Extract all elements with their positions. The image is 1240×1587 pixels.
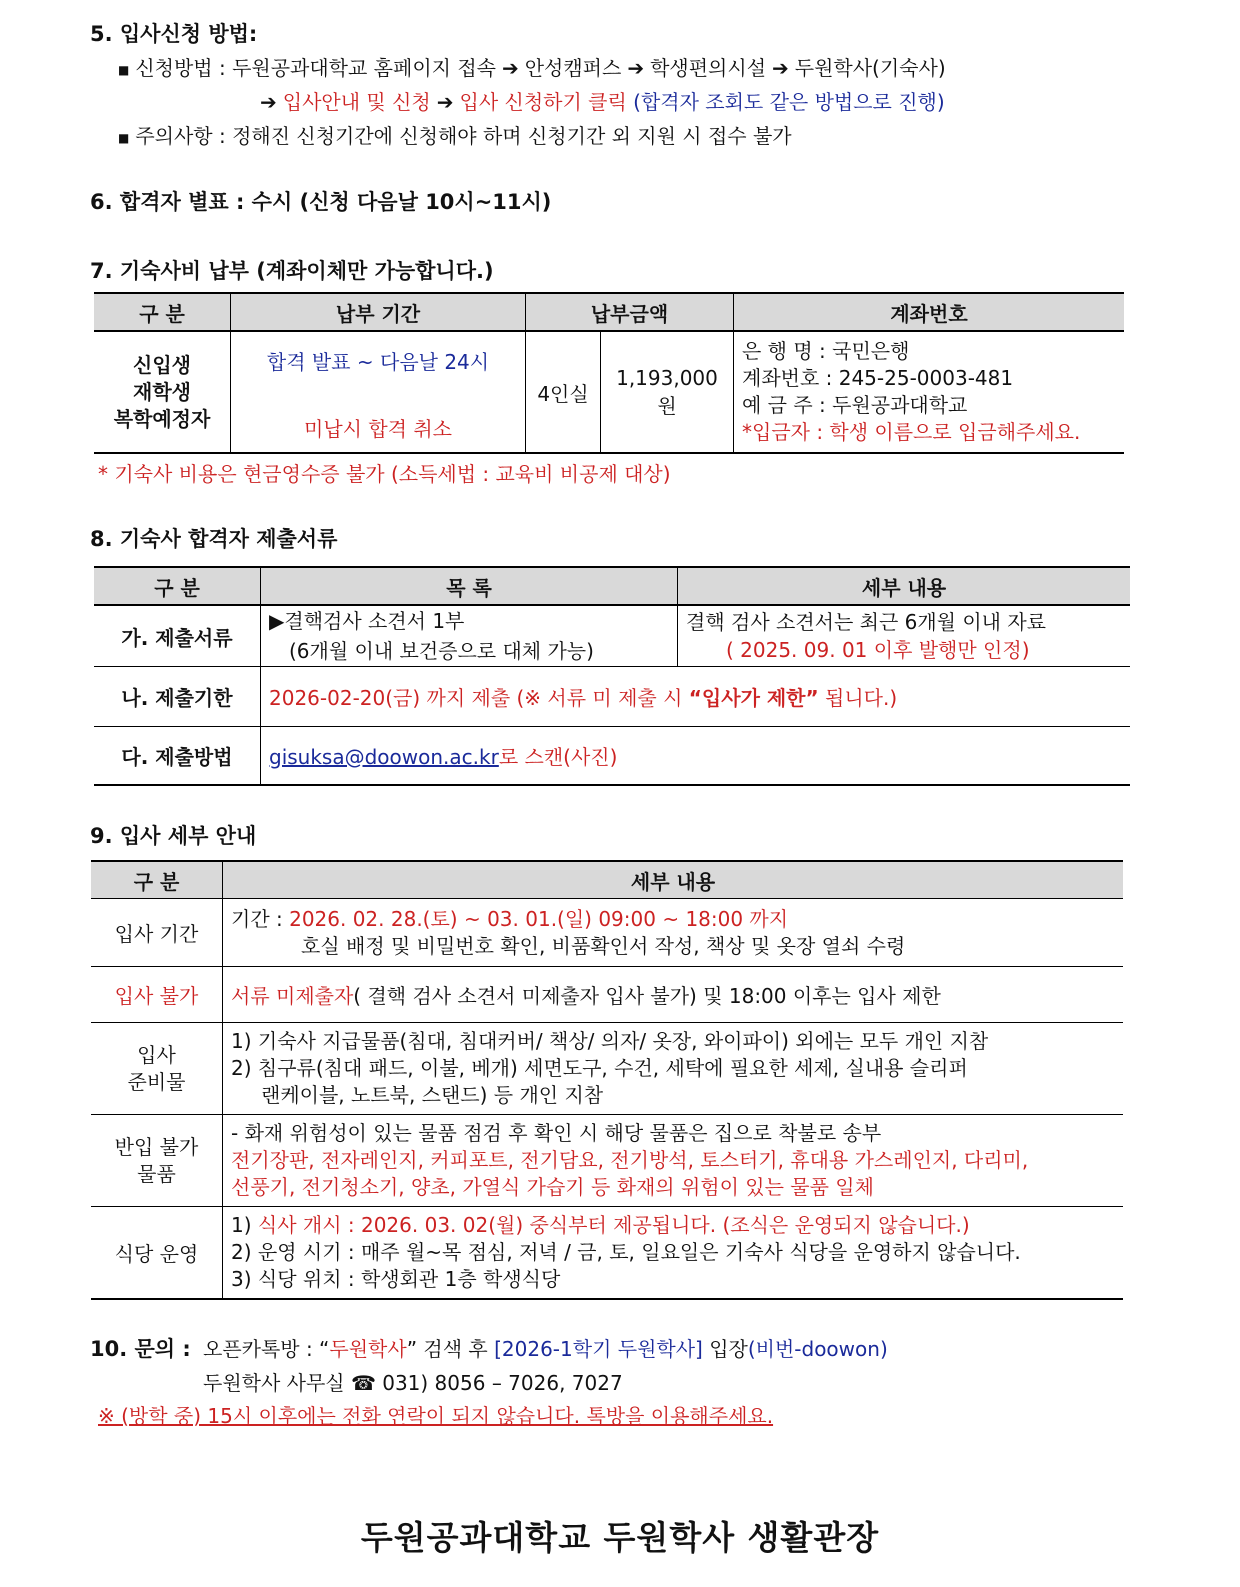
doc-col-category: 구 분 [94,567,261,605]
step-note: (합격자 조회도 같은 방법으로 진행) [633,90,945,114]
doc-col-detail: 세부 내용 [678,567,1131,605]
admission-table [91,860,1123,1300]
adm-r3-detail: 1) 기숙사 지급물품(침대, 침대커버/ 책상/ 의자/ 옷장, 와이파이) 외에는 모두 개인 지참 2) 침구류(침대 패드, 이불, 베개) 세면도구, 수건, 세탁에 필요한 세제, 실내용 슬리퍼 랜케이블, 노트북, 스탠드) 등 개인 지참 [231,1029,989,1107]
fee-period: 합격 발표 ~ 다음날 24시 미납시 합격 취소 [231,331,526,453]
section10-heading: 10. 문의 : [90,1337,191,1361]
documents-table [94,566,1130,786]
kakao-room-name: [2026-1학기 두원학사] [494,1337,703,1361]
step-campus: 안성캠퍼스 [524,56,622,80]
fee-note: * 기숙사 비용은 현금영수증 불가 (소득세법 : 교육비 비공제 대상) [98,462,671,486]
step-admission-guide: 입사안내 및 신청 [282,90,431,114]
arrow-right-icon: ➔ [501,56,519,80]
fee-col-category: 구 분 [94,293,231,331]
adm-r5-detail: 1) 식사 개시 : 2026. 03. 02(월) 중식부터 제공됩니다. (조식은 운영되지 않습니다.) 2) 운영 시기 : 매주 월~목 점심, 저녁 / 금, 토, 일요일은 기숙사 식당을 운영하지 않습니다. 3) 식당 위치 : 학생회관 1층 학생식당 [231,1212,1021,1291]
doc-row1-list: ▶결핵검사 소견서 1부 (6개월 이내 보건증으로 대체 가능) [261,605,678,667]
fee-col-account: 계좌번호 [734,293,1125,331]
arrow-right-icon: ➔ [772,56,789,80]
doc-row1-detail: 결핵 검사 소견서는 최근 6개월 이내 자료 ( 2025. 09. 01 이후 발행만 인정) [686,610,1046,662]
arrow-right-icon: ➔ [436,90,454,114]
fee-col-amount: 납부금액 [526,293,734,331]
bullet-square-icon: ■ [118,62,130,77]
doc-row3-label: 다. 제출방법 [94,727,261,785]
doc-row3-method: gisuksa@doowon.ac.kr로 스캔(사진) [269,744,618,769]
step-apply-click: 입사 신청하기 클릭 [459,90,627,114]
section6-heading: 6. 합격자 별표 : 수시 (신청 다음날 10시~11시) [90,190,552,214]
doc-row2-label: 나. 제출기한 [94,667,261,727]
doc-col-list: 목 록 [261,567,678,605]
section5-heading: 5. 입사신청 방법: [90,22,258,46]
step-homepage: 두원공과대학교 홈페이지 접속 [232,56,496,80]
email-link[interactable]: gisuksa@doowon.ac.kr [269,744,499,769]
adm-r5-label: 식당 운영 [91,1207,223,1299]
bullet-square-icon: ■ [118,130,130,145]
adm-col-category: 구 분 [91,861,223,899]
apply-method: ■ 신청방법 : 두원공과대학교 홈페이지 접속 ➔ 안성캠퍼스 ➔ 학생편의시설 ➔ 두원학사(기숙사) [118,56,946,80]
fee-room: 4인실 [526,331,601,453]
caution: ■ 주의사항 : 정해진 신청기간에 신청해야 하며 신청기간 외 지원 시 접수 불가 [118,124,792,148]
adm-r2-detail: 서류 미제출자( 결핵 검사 소견서 미제출자 입사 불가) 및 18:00 이후는 입사 제한 [231,984,941,1008]
section7-heading: 7. 기숙사비 납부 (계좌이체만 가능합니다.) [90,259,494,283]
apply-method-line2 [254,86,945,115]
adm-r1-label: 입사 기간 [91,899,223,967]
fee-account-info: 은 행 명 : 국민은행 계좌번호 : 245-25-0003-481 예 금 주 : 두원공과대학교 *입금자 : 학생 이름으로 입금해주세요. [742,339,1081,444]
fee-amount: 1,193,000원 [601,331,734,453]
fee-table [94,292,1124,454]
adm-r4-detail: - 화재 위험성이 있는 물품 점검 후 확인 시 해당 물품은 집으로 착불로 송부 전기장판, 전자레인지, 커피포트, 전기담요, 전기방석, 토스터기, 휴대용 가스레인지, 다리미, 선풍기, 전기청소기, 양초, 가열식 가습기 등 화재의 위험이 있는 물품 일체 [231,1121,1029,1199]
phone-warning: ※ (방학 중) 15시 이후에는 전화 연락이 되지 않습니다. 톡방을 이용해주세요. [98,1404,774,1428]
office-phone: 두원학사 사무실 ☎ 031) 8056 – 7026, 7027 [203,1371,623,1395]
fee-col-period: 납부 기간 [231,293,526,331]
adm-r3-label: 입사 준비물 [91,1023,223,1115]
section9-heading: 9. 입사 세부 안내 [90,824,257,848]
kakao-contact: 오픈카톡방 : “두원학사” 검색 후 [2026-1학기 두원학사] 입장(비번-doowon) [203,1337,888,1361]
adm-r1-detail: 기간 : 2026. 02. 28.(토) ~ 03. 01.(일) 09:00 ~ 18:00 까지 호실 배정 및 비밀번호 확인, 비품확인서 작성, 책상 및 옷장 열쇠 수령 [231,906,906,958]
arrow-right-icon: ➔ [627,56,645,80]
section8-heading: 8. 기숙사 합격자 제출서류 [90,527,338,551]
adm-col-detail: 세부 내용 [223,861,1124,899]
doc-row2-deadline: 2026-02-20(금) 까지 제출 (※ 서류 미 제출 시 “입사가 제한” 됩니다.) [269,686,898,710]
step-facility: 학생편의시설 [650,56,767,80]
adm-r4-label: 반입 불가 물품 [91,1115,223,1207]
doc-row1-label: 가. 제출서류 [94,605,261,667]
arrow-right-icon: ➔ [260,90,277,114]
footer-signature: 두원공과대학교 두원학사 생활관장 [360,1518,880,1557]
fee-category: 신입생 재학생 복학예정자 [94,331,231,453]
adm-r2-label: 입사 불가 [91,967,223,1023]
step-dormitory: 두원학사(기숙사) [794,56,946,80]
